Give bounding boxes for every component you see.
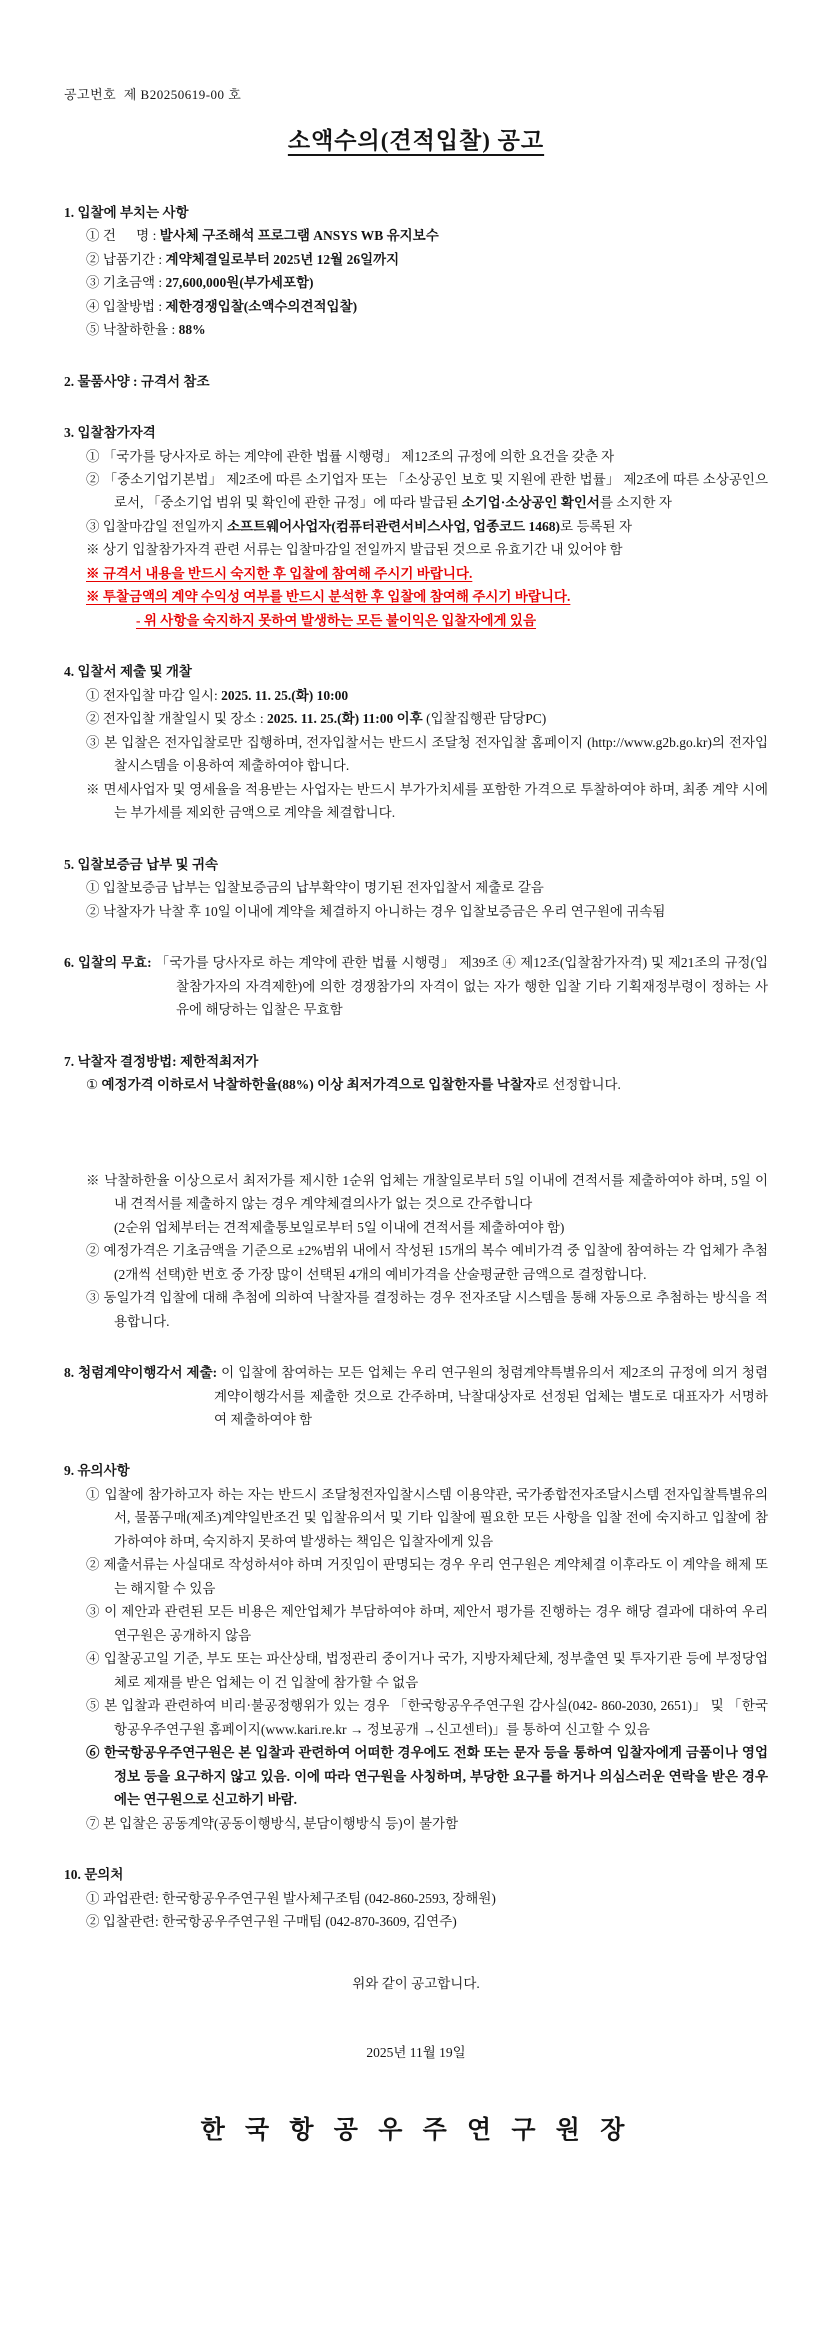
doc-text: 공고번호 제 B20250619-00 호	[64, 87, 242, 102]
doc-text: ① 건 명 :	[86, 228, 160, 244]
doc-text: 10. 문의처	[64, 1867, 124, 1883]
doc-text: (2순위 업체부터는 견적제출통보일로부터 5일 이내에 견적서를 제출하여야 함)	[114, 1219, 565, 1235]
doc-text: ② 제출서류는 사실대로 작성하셔야 하며 거짓임이 판명되는 경우 우리 연구원은 계약체결 이후라도 이 계약을 해제 또는 해지할 수 있음	[86, 1557, 768, 1596]
doc-line	[64, 295, 768, 318]
doc-text: ※ 면세사업자 및 영세율을 적용받는 사업자는 반드시 부가가치세를 포함한 가격으로 투찰하여야 하며, 최종 계약 시에는 부가세를 제외한 금액으로 계약을 체결합니다.	[86, 781, 768, 821]
signature-line	[64, 2109, 768, 2153]
doc-text: ※ 상기 입찰참가자격 관련 서류는 입찰마감일 전일까지 발급된 것으로 유효기간 내 있어야 함	[86, 542, 623, 558]
doc-line	[64, 1169, 768, 1216]
doc-text: ② 입찰관련: 한국항공우주연구원 구매팀 (042-870-3609, 김연주)	[86, 1914, 457, 1930]
doc-text: ① 전자입찰 마감 일시:	[86, 687, 222, 703]
doc-text: ⑦ 본 입찰은 공동계약(공동이행방식, 분담이행방식 등)이 불가함	[86, 1815, 459, 1831]
section-10-heading	[64, 1863, 768, 1886]
doc-text: 위와 같이 공고합니다.	[352, 1975, 480, 1991]
doc-text: 발사체 구조해석 프로그램 ANSYS WB 유지보수	[159, 228, 439, 244]
doc-text: ⑤ 본 입찰과 관련하여 비리·불공정행위가 있는 경우 「한국항공우주연구원 감사실(042- 860-2030, 2651)」 및 「한국항공우주연구원 홈페이지(www.kari.re.kr → 정보공개 →신고센터)」를 통하여 신고할 수 있음	[86, 1698, 768, 1737]
doc-text: 7. 낙찰자 결정방법: 제한적최저가	[64, 1053, 259, 1069]
doc-line	[64, 562, 768, 585]
doc-text: 2025. 11. 25.(화) 10:00	[221, 687, 349, 703]
doc-text: ② 전자입찰 개찰일시 및 장소 :	[86, 711, 267, 727]
doc-text: 로 선정합니다.	[535, 1077, 621, 1093]
doc-line	[64, 515, 768, 538]
doc-line	[64, 1600, 772, 1647]
doc-line	[64, 224, 768, 247]
doc-line	[64, 1887, 768, 1910]
doc-line	[64, 1239, 768, 1286]
doc-line	[64, 1553, 768, 1600]
doc-text: ④ 입찰방법 :	[86, 298, 166, 314]
doc-line	[64, 248, 768, 271]
doc-text: 3. 입찰참가자격	[64, 425, 156, 441]
doc-text: ※ 투찰금액의 계약 수익성 여부를 반드시 분석한 후 입찰에 참여해 주시기 바랍니다.	[86, 589, 571, 605]
doc-line	[64, 876, 768, 899]
doc-line	[64, 1694, 768, 1741]
doc-text: 예정가격 이하로서 낙찰하한율(88%) 이상 최저가격으로 입찰한자를 낙찰자	[101, 1077, 536, 1093]
doc-text: ③ 본 입찰은 전자입찰로만 집행하며, 전자입찰서는 반드시 조달청 전자입찰 홈페이지 (http://www.g2b.go.kr)의 전자입찰시스템을 이용하여 제출하여야 합니다.	[86, 734, 768, 774]
section-7-heading	[64, 1050, 768, 1073]
doc-line	[64, 1483, 768, 1553]
doc-text: ①	[86, 1077, 102, 1093]
doc-line	[64, 318, 768, 341]
doc-text: ③ 이 제안과 관련된 모든 비용은 제안업체가 부담하여야 하며, 제안서 평가를 진행하는 경우 해당 결과에 대하여 우리 연구원은 공개하지 않음	[86, 1604, 772, 1643]
doc-line	[64, 585, 768, 608]
doc-text: ② 낙찰자가 낙찰 후 10일 이내에 계약을 체결하지 아니하는 경우 입찰보증금은 우리 연구원에 귀속됨	[86, 903, 666, 919]
doc-line	[64, 731, 768, 778]
page-break-gap	[64, 1097, 768, 1169]
doc-text: ① 입찰에 참가하고자 하는 자는 반드시 조달청전자입찰시스템 이용약관, 국가종합전자조달시스템 전자입찰특별유의서, 물품구매(제조)계약일반조건 및 입찰유의서 및 기타 입찰에 필요한 모든 사항을 입찰 전에 숙지하고 입찰에 참가하여야 하며, 숙지하지 못하여 발생하는 책임은 입찰자에게 있음	[86, 1486, 768, 1549]
doc-text: 소프트웨어사업자(컴퓨터관련서비스사업, 업종코드 1468)	[227, 518, 561, 534]
doc-text: ① 입찰보증금 납부는 입찰보증금의 납부확약이 명기된 전자입찰서 제출로 갈음	[86, 880, 544, 896]
doc-text: 2025. 11. 25.(화) 11:00 이후	[266, 711, 423, 727]
doc-line	[64, 538, 768, 561]
doc-text: 제한경쟁입찰(소액수의견적입찰)	[165, 298, 358, 314]
doc-text: ② 납품기간 :	[86, 251, 166, 267]
doc-line	[64, 271, 768, 294]
doc-text: - 위 사항을 숙지하지 못하여 발생하는 모든 불이익은 입찰자에게 있음	[136, 612, 537, 628]
section-8-paragraph	[64, 1361, 768, 1431]
doc-text: 한 국 항 공 우 주 연 구 원 장	[200, 2116, 632, 2144]
section-5-heading	[64, 853, 768, 876]
doc-text: 1. 입찰에 부치는 사항	[64, 204, 189, 220]
doc-line	[64, 1647, 768, 1694]
section-6-paragraph	[64, 951, 768, 1021]
doc-line	[64, 707, 768, 730]
doc-text: 5. 입찰보증금 납부 및 귀속	[64, 856, 219, 872]
doc-text: 이 입찰에 참여하는 모든 업체는 우리 연구원의 청렴계약특별유의서 제2조의 규정에 의거 청렴계약이행각서를 제출한 것으로 간주하며, 낙찰대상자로 선정된 업체는 별도로 대표자가 서명하여 제출하여야 함	[214, 1365, 768, 1427]
doc-text: 소기업·소상공인 확인서	[461, 495, 600, 511]
doc-text: ③ 입찰마감일 전일까지	[86, 518, 227, 534]
doc-text: 88%	[178, 322, 206, 338]
doc-line	[64, 900, 768, 923]
doc-line	[64, 1216, 768, 1239]
doc-text: 9. 유의사항	[64, 1463, 130, 1479]
doc-text: 2. 물품사양 : 규격서 참조	[64, 373, 210, 389]
notice-number	[64, 84, 768, 107]
doc-text: 계약체결일로부터 2025년 12월 26일까지	[165, 251, 400, 267]
doc-text: ② 예정가격은 기초금액을 기준으로 ±2%범위 내에서 작성된 15개의 복수 예비가격 중 입찰에 참여하는 각 업체가 추첨(2개씩 선택)한 번호 중 가장 많이 선택된 4개의 예비가격을 산술평균한 금액으로 결정합니다.	[86, 1243, 768, 1282]
doc-line	[64, 609, 768, 632]
section-4-heading	[64, 660, 768, 683]
doc-line	[64, 1812, 768, 1835]
section-2-heading	[64, 370, 768, 393]
doc-text: ② 「중소기업기본법」 제2조에 따른 소기업자 또는 「소상공인 보호 및 지원에 관한 법률」 제2조에 따른 소상공인으로서, 「중소기업 범위 및 확인에 관한 규정」에 따라 발급된	[86, 471, 768, 511]
document-title	[64, 121, 768, 161]
doc-text: 「국가를 당사자로 하는 계약에 관한 법률 시행령」 제39조 ④ 제12조(입찰참가자격) 및 제21조의 규정(입찰참가자의 자격제한)에 의한 경쟁참가의 자격이 없는 자가 행한 입찰 기타 기획재정부령이 정하는 사유에 해당하는 입찰은 무효함	[151, 955, 769, 1018]
doc-line	[64, 684, 768, 707]
doc-text: ④ 입찰공고일 기준, 부도 또는 파산상태, 법정관리 중이거나 국가, 지방자체단체, 정부출연 및 투자기관 등에 부정당업체로 제재를 받은 업체는 이 건 입찰에 참가할 수 없음	[86, 1651, 768, 1690]
doc-line	[64, 1286, 768, 1333]
doc-text: ⑥ 한국항공우주연구원은 본 입찰과 관련하여 어떠한 경우에도 전화 또는 문자 등을 통하여 입찰자에게 금품이나 영업 정보 등을 요구하지 않고 있음. 이에 따라 연구원을 사칭하며, 부당한 요구를 하거나 의심스러운 연락을 받은 경우에는 연구원으로 신고하기 바람.	[86, 1745, 772, 1808]
doc-text: 를 소지한 자	[599, 495, 672, 511]
section-1-heading	[64, 201, 768, 224]
doc-text: ※ 규격서 내용을 반드시 숙지한 후 입찰에 참여해 주시기 바랍니다.	[86, 565, 473, 581]
doc-line	[64, 1910, 768, 1933]
document-body	[64, 84, 772, 2152]
date-line	[64, 2041, 768, 2064]
doc-text: ① 과업관련: 한국항공우주연구원 발사체구조팀 (042-860-2593, 장해원)	[86, 1890, 496, 1906]
doc-text: 2025년 11월 19일	[366, 2045, 466, 2061]
doc-line	[64, 468, 768, 515]
doc-text: 8. 청렴계약이행각서 제출:	[64, 1365, 218, 1381]
doc-text: 소액수의(견적입찰) 공고	[287, 127, 545, 153]
doc-text: 로 등록된 자	[560, 518, 632, 534]
doc-text: 4. 입찰서 제출 및 개찰	[64, 664, 192, 680]
doc-text: ③ 기초금액 :	[86, 275, 166, 291]
section-3-heading	[64, 421, 768, 444]
doc-text: 6. 입찰의 무효:	[64, 955, 152, 971]
section-9-heading	[64, 1459, 768, 1482]
doc-line	[64, 1741, 772, 1811]
doc-line	[64, 778, 768, 825]
doc-text: ※ 낙찰하한율 이상으로서 최저가를 제시한 1순위 업체는 개찰일로부터 5일 이내에 견적서를 제출하여야 하며, 5일 이내 견적서를 제출하지 않는 경우 계약체결의사가 없는 것으로 간주합니다	[86, 1172, 768, 1212]
doc-text: ③ 동일가격 입찰에 대해 추첨에 의하여 낙찰자를 결정하는 경우 전자조달 시스템을 통해 자동으로 추첨하는 방식을 적용합니다.	[86, 1290, 768, 1329]
closing-line	[64, 1972, 768, 1995]
doc-text: ⑤ 낙찰하한율 :	[86, 322, 179, 338]
doc-text: ① 「국가를 당사자로 하는 계약에 관한 법률 시행령」 제12조의 규정에 의한 요건을 갖춘 자	[86, 448, 615, 464]
doc-text: 27,600,000원(부가세포함)	[165, 275, 314, 291]
doc-line	[64, 1073, 768, 1096]
doc-text: (입찰집행관 담당PC)	[422, 711, 547, 727]
doc-line	[64, 445, 768, 468]
